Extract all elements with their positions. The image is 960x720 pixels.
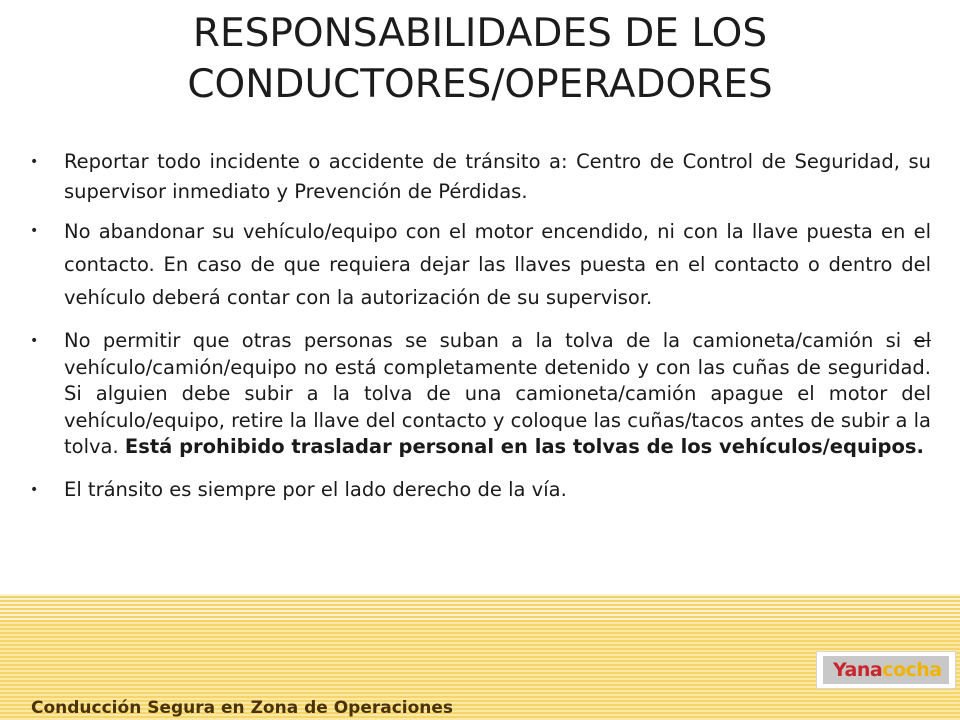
bullet-bold-text: Está prohibido trasladar personal en las tolvas de los vehículos/equipos.	[124, 435, 924, 458]
bullet-text: Reportar todo incidente o accidente de tránsito a: Centro de Control de Seguridad, su supervisor inmediato y Prevención de Pérdidas.	[64, 150, 931, 203]
bullet-marker: •	[30, 154, 39, 170]
bullet-marker: •	[30, 481, 39, 498]
struck-word: el	[913, 329, 931, 352]
slide-title-line-1: RESPONSABILIDADES DE LOS	[192, 11, 768, 56]
slide-title	[80, 8, 880, 110]
footer-caption: Conducción Segura en Zona de Operaciones	[31, 698, 454, 718]
logo-wordmark	[833, 657, 942, 683]
bullet-item	[30, 475, 931, 505]
bullet-text-part-1: No permitir que otras personas se suban a la tolva de la camioneta/camión si	[64, 329, 914, 352]
logo-wordmark-part-1: Yana	[833, 659, 883, 681]
bullet-item	[30, 215, 931, 314]
logo-wordmark-part-2: cocha	[882, 659, 942, 681]
bullet-list	[30, 147, 931, 505]
bullet-item	[30, 147, 931, 207]
bullet-text-part-2: vehículo/camión/equipo no está completamente detenido y con las cuñas de seguridad. Si alguien debe subir a la tolva de una camioneta/camión apague el motor del vehículo/equipo, retire la llave del contacto y coloque las cuñas/tacos antes de subir a la tolva.	[64, 355, 931, 458]
bullet-text: No abandonar su vehículo/equipo con el motor encendido, ni con la llave puesta en el contacto. En caso de que requiera dejar las llaves puesta en el contacto o dentro del vehículo deberá contar con la autorización de su supervisor.	[64, 220, 931, 309]
yanacocha-logo	[816, 651, 956, 689]
bullet-item	[30, 328, 931, 461]
logo-plate	[823, 656, 949, 684]
bullet-marker: •	[30, 333, 39, 349]
decorative-band-top	[0, 594, 960, 622]
bullet-text: El tránsito es siempre por el lado derecho de la vía.	[64, 477, 567, 501]
bullet-marker: •	[30, 223, 39, 239]
slide-title-line-2: CONDUCTORES/OPERADORES	[187, 62, 773, 107]
